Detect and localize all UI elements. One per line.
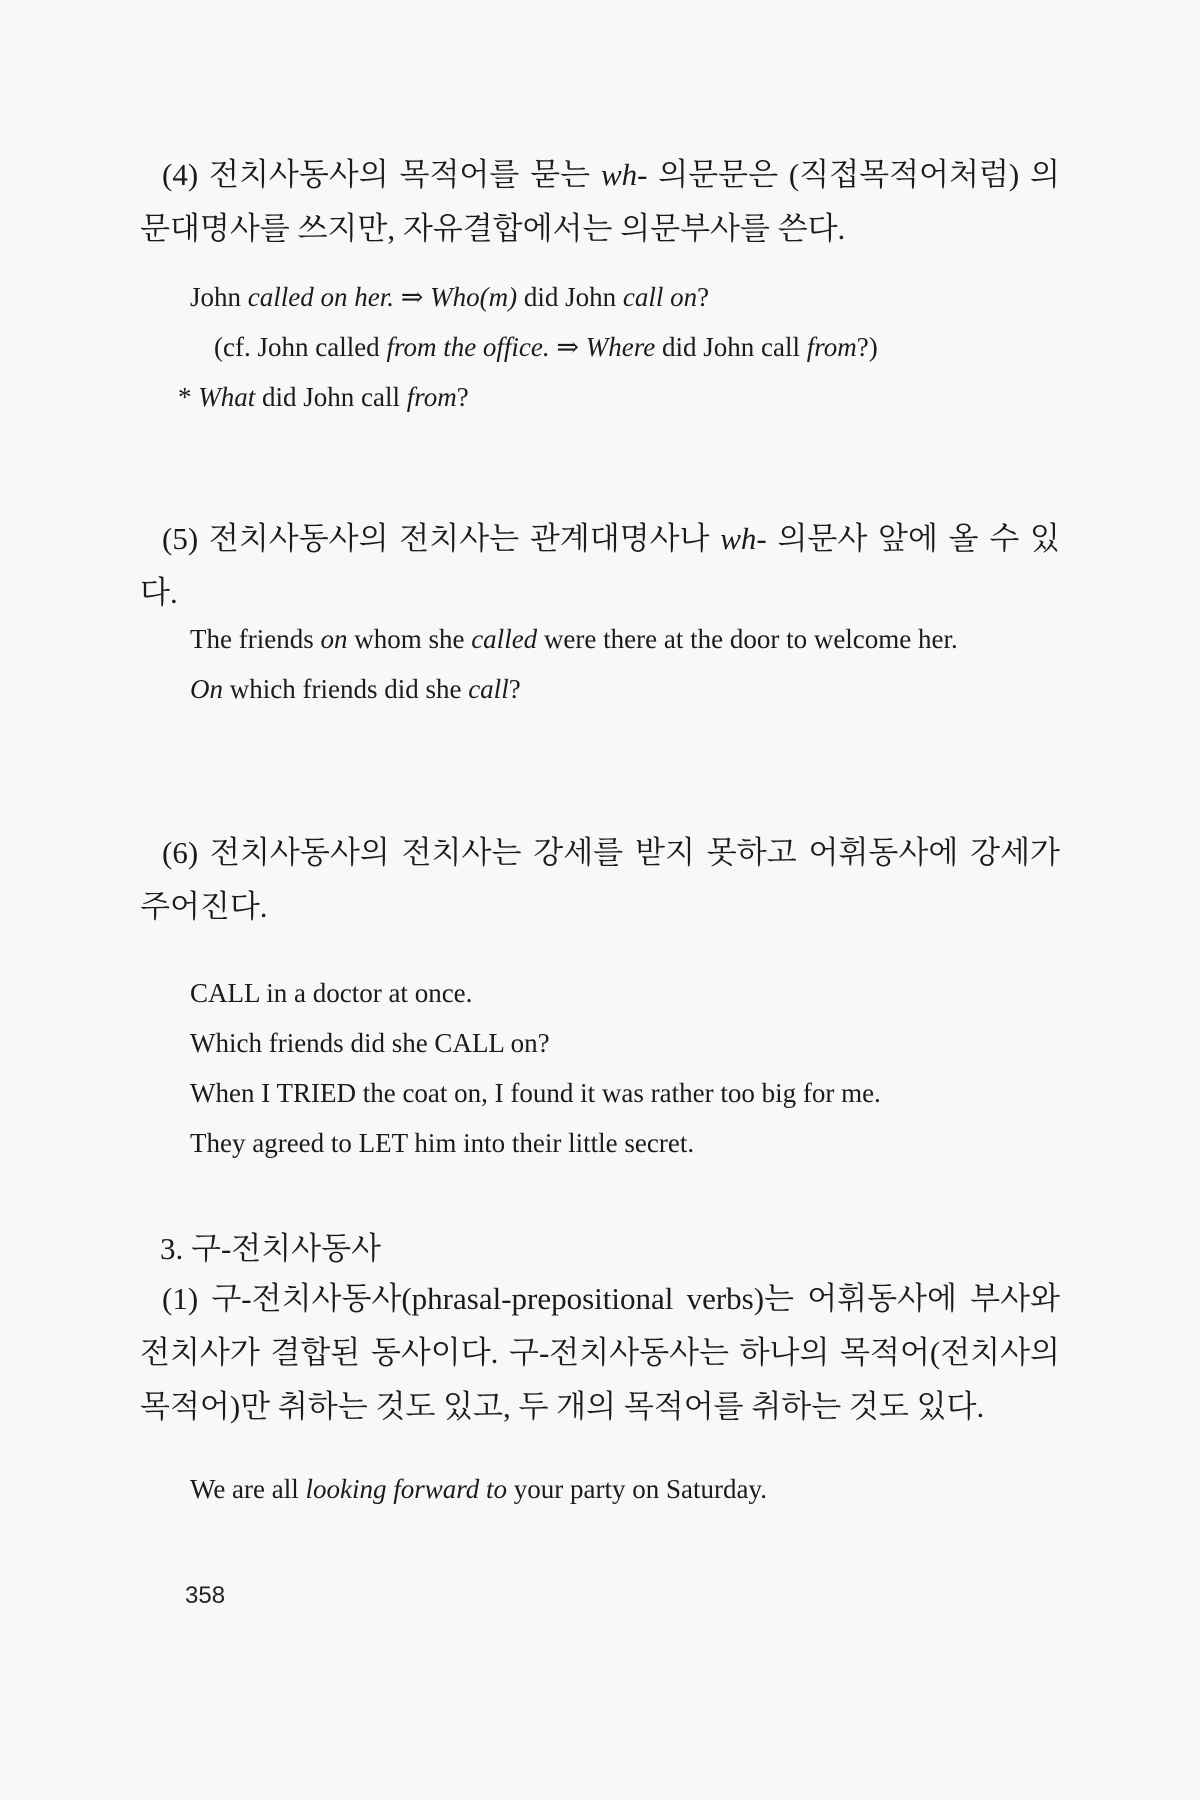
example-5-line-2: On which friends did she call? — [190, 674, 521, 704]
example-4-line-1: John called on her. ⇒ Who(m) did John call on? — [190, 282, 710, 312]
paragraph-6 — [140, 826, 1060, 934]
paragraph-4-suffix: 의문문은 (직접목적어처럼) 의문대명사를 쓰지만, 자유결합에서는 의문부사를 쓴다. — [140, 157, 1061, 246]
example-4-list — [140, 272, 1060, 422]
section-3-example — [190, 1464, 1070, 1514]
paragraph-4-text — [140, 148, 1060, 256]
paragraph-4-wh: wh- — [600, 157, 648, 192]
example-6-line-2: Which friends did she CALL on? — [190, 1028, 550, 1058]
paragraph-5-wh: wh- — [720, 521, 767, 556]
example-4-line-2: (cf. John called from the office. ⇒ Where did John call from?) — [214, 332, 878, 362]
example-6 — [190, 968, 1070, 1168]
section-3-title: 3. 구-전치사동사 — [160, 1231, 381, 1266]
example-5-line-1: The friends on whom she called were there at the door to welcome her. — [190, 624, 958, 654]
paragraph-4 — [140, 148, 1060, 256]
section-3-paragraph-1-text: (1) 구-전치사동사(phrasal-prepositional verbs)는 어휘동사에 부사와 전치사가 결합된 동사이다. 구-전치사동사는 하나의 목적어(전치사의 목적어)만 취하는 것도 있고, 두 개의 목적어를 취하는 것도 있다. — [140, 1281, 1060, 1424]
paragraph-6-text: (6) 전치사동사의 전치사는 강세를 받지 못하고 어휘동사에 강세가 주어진다. — [140, 835, 1060, 924]
paragraph-4-prefix: (4) 전치사동사의 목적어를 묻는 — [162, 157, 601, 192]
paragraph-5-suffix: 의문사 앞에 올 수 있다. — [140, 521, 1060, 610]
section-3-paragraph-1 — [140, 1272, 1060, 1434]
example-5 — [160, 614, 1060, 714]
section-3-example-line: We are all looking forward to your party on Saturday. — [190, 1474, 767, 1504]
example-6-line-1: CALL in a doctor at once. — [190, 978, 473, 1008]
paragraph-5-text — [140, 512, 1060, 620]
example-6-list — [190, 968, 1070, 1168]
section-3 — [160, 1224, 1060, 1274]
page-number: 358 — [185, 1582, 226, 1609]
paragraph-5-prefix: (5) 전치사동사의 전치사는 관계대명사나 — [162, 521, 721, 556]
example-4-line-3: * What did John call from? — [178, 382, 469, 412]
paragraph-5 — [140, 512, 1060, 620]
example-6-line-4: They agreed to LET him into their little secret. — [190, 1128, 695, 1158]
example-4 — [140, 272, 1060, 422]
example-6-line-3: When I TRIED the coat on, I found it was rather too big for me. — [190, 1078, 881, 1108]
